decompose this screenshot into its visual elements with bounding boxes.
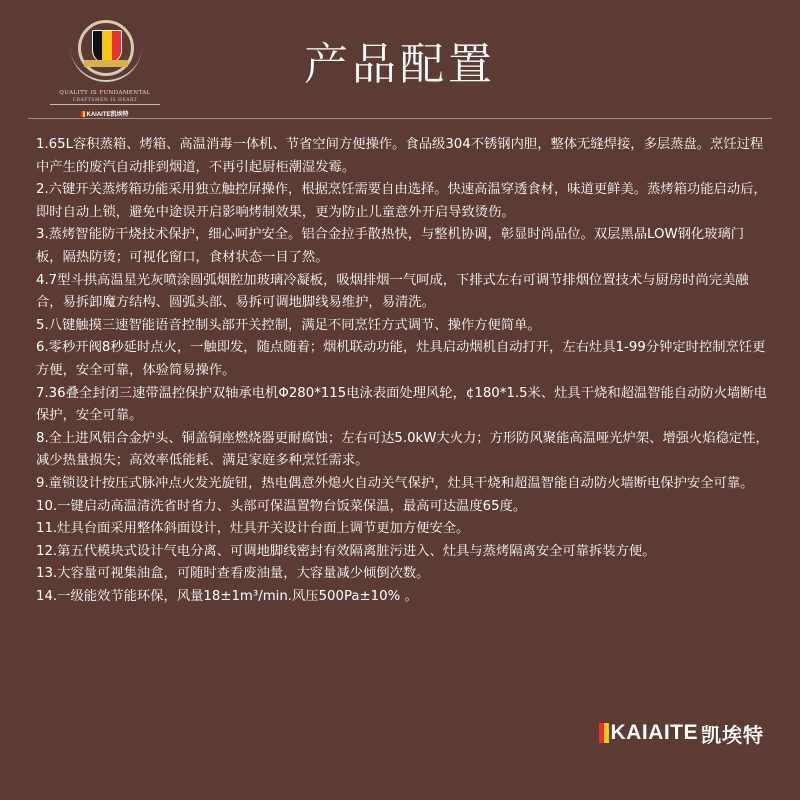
feature-item: 2.六键开关蒸烤箱功能采用独立触控屏操作，根据烹饪需要自由选择。快速高温穿透食材，味道更鲜美。蒸烤箱功能启动后，即时自动上锁，避免中途误开启影响烤制效果，更为防止儿童意外开启导致烫伤。 (36, 182, 767, 220)
feature-item: 5.八键触摸三速智能语音控制头部开关控制，满足不同烹饪方式调节、操作方便简单。 (36, 317, 541, 333)
logo-subtitle: CRAFTSMEN IS HEART (72, 98, 138, 103)
page-title: 产品配置 (304, 39, 496, 90)
feature-item: 6.零秒开阀8秒延时点火，一触即发，随点随着；烟机联动功能，灶具启动烟机自动打开，左右灶具1-99分钟定时控制烹饪更方便，安全可靠，体验简易操作。 (36, 340, 766, 378)
logo-brand-line (40, 111, 170, 118)
feature-list (36, 134, 770, 608)
logo-divider (50, 104, 160, 105)
brand-latin-name: KAIAITE (610, 721, 698, 744)
feature-item: 8.全上进风铝合金炉头、铜盖铜座燃烧器更耐腐蚀；左右可达5.0kW大火力；方形防风聚能高温哑光炉架、增强火焰稳定性，减少热量损失；高效率低能耗、满足家庭多种烹饪需求。 (36, 430, 769, 469)
brand-chinese-name: 凯埃特 (701, 722, 764, 747)
feature-item: 12.第五代模块式设计气电分离、可调地脚线密封有效隔离脏污进入、灶具与蒸烤隔离安全可靠拆装方便。 (36, 543, 656, 559)
feature-item: 3.蒸烤智能防干烧技术保护，细心呵护安全。铝合金拉手散热快，与整机协调，彰显时尚品位。双层黑晶LOW钢化玻璃门板，隔热防烫；可视化窗口，食材状态一目了然。 (36, 227, 745, 265)
brand-logo (599, 720, 765, 746)
feature-item: 14.一级能效节能环保，风量18±1m³/min.风压500Pa±10% 。 (36, 588, 418, 604)
logo-brand-text: KAIAITE凯埃特 (86, 112, 129, 118)
brand-mark-icon (599, 723, 609, 743)
logo-motto: QUALITY IS FUNDAMENTAL (59, 90, 151, 96)
feature-item: 7.36叠全封闭三速带温控保护双轴承电机Φ280*115电泳表面处理风轮，¢180*1.5米、灶具干烧和超温智能自动防火墙断电保护，安全可靠。 (36, 385, 767, 424)
feature-item: 10.一键启动高温清洗省时省力、头部可保温置物台饭菜保温，最高可达温度65度。 (36, 498, 527, 514)
brand-mark-icon (81, 111, 85, 117)
feature-item: 1.65L容积蒸箱、烤箱、高温消毒一体机、节省空间方便操作。食品级304不锈钢内胆，整体无缝焊接，多层蒸盘。烹饪过程中产生的废汽自动排到烟道，不再引起厨柜潮湿发霉。 (36, 137, 764, 175)
feature-item: 11.灶具台面采用整体斜面设计，灶具开关设计台面上调节更加方便安全。 (36, 521, 470, 537)
feature-item: 13.大容量可视集油盒，可随时查看废油量，大容量减少倾倒次数。 (36, 566, 430, 582)
feature-item: 4.7型斗拱高温星光灰喷涂圆弧烟腔加玻璃冷凝板，吸烟排烟一气呵成，下排式左右可调节排烟位置技术与厨房时尚完美融合，易拆卸魔方结构、圆弧头部、易拆可调地脚线易维护，易清洗。 (36, 272, 749, 311)
feature-item: 9.童锁设计按压式脉冲点火发光旋钮，热电偶意外熄火自动关气保护，灶具干烧和超温智能自动防火墙断电保护安全可靠。 (36, 475, 754, 491)
header-divider (28, 118, 772, 119)
